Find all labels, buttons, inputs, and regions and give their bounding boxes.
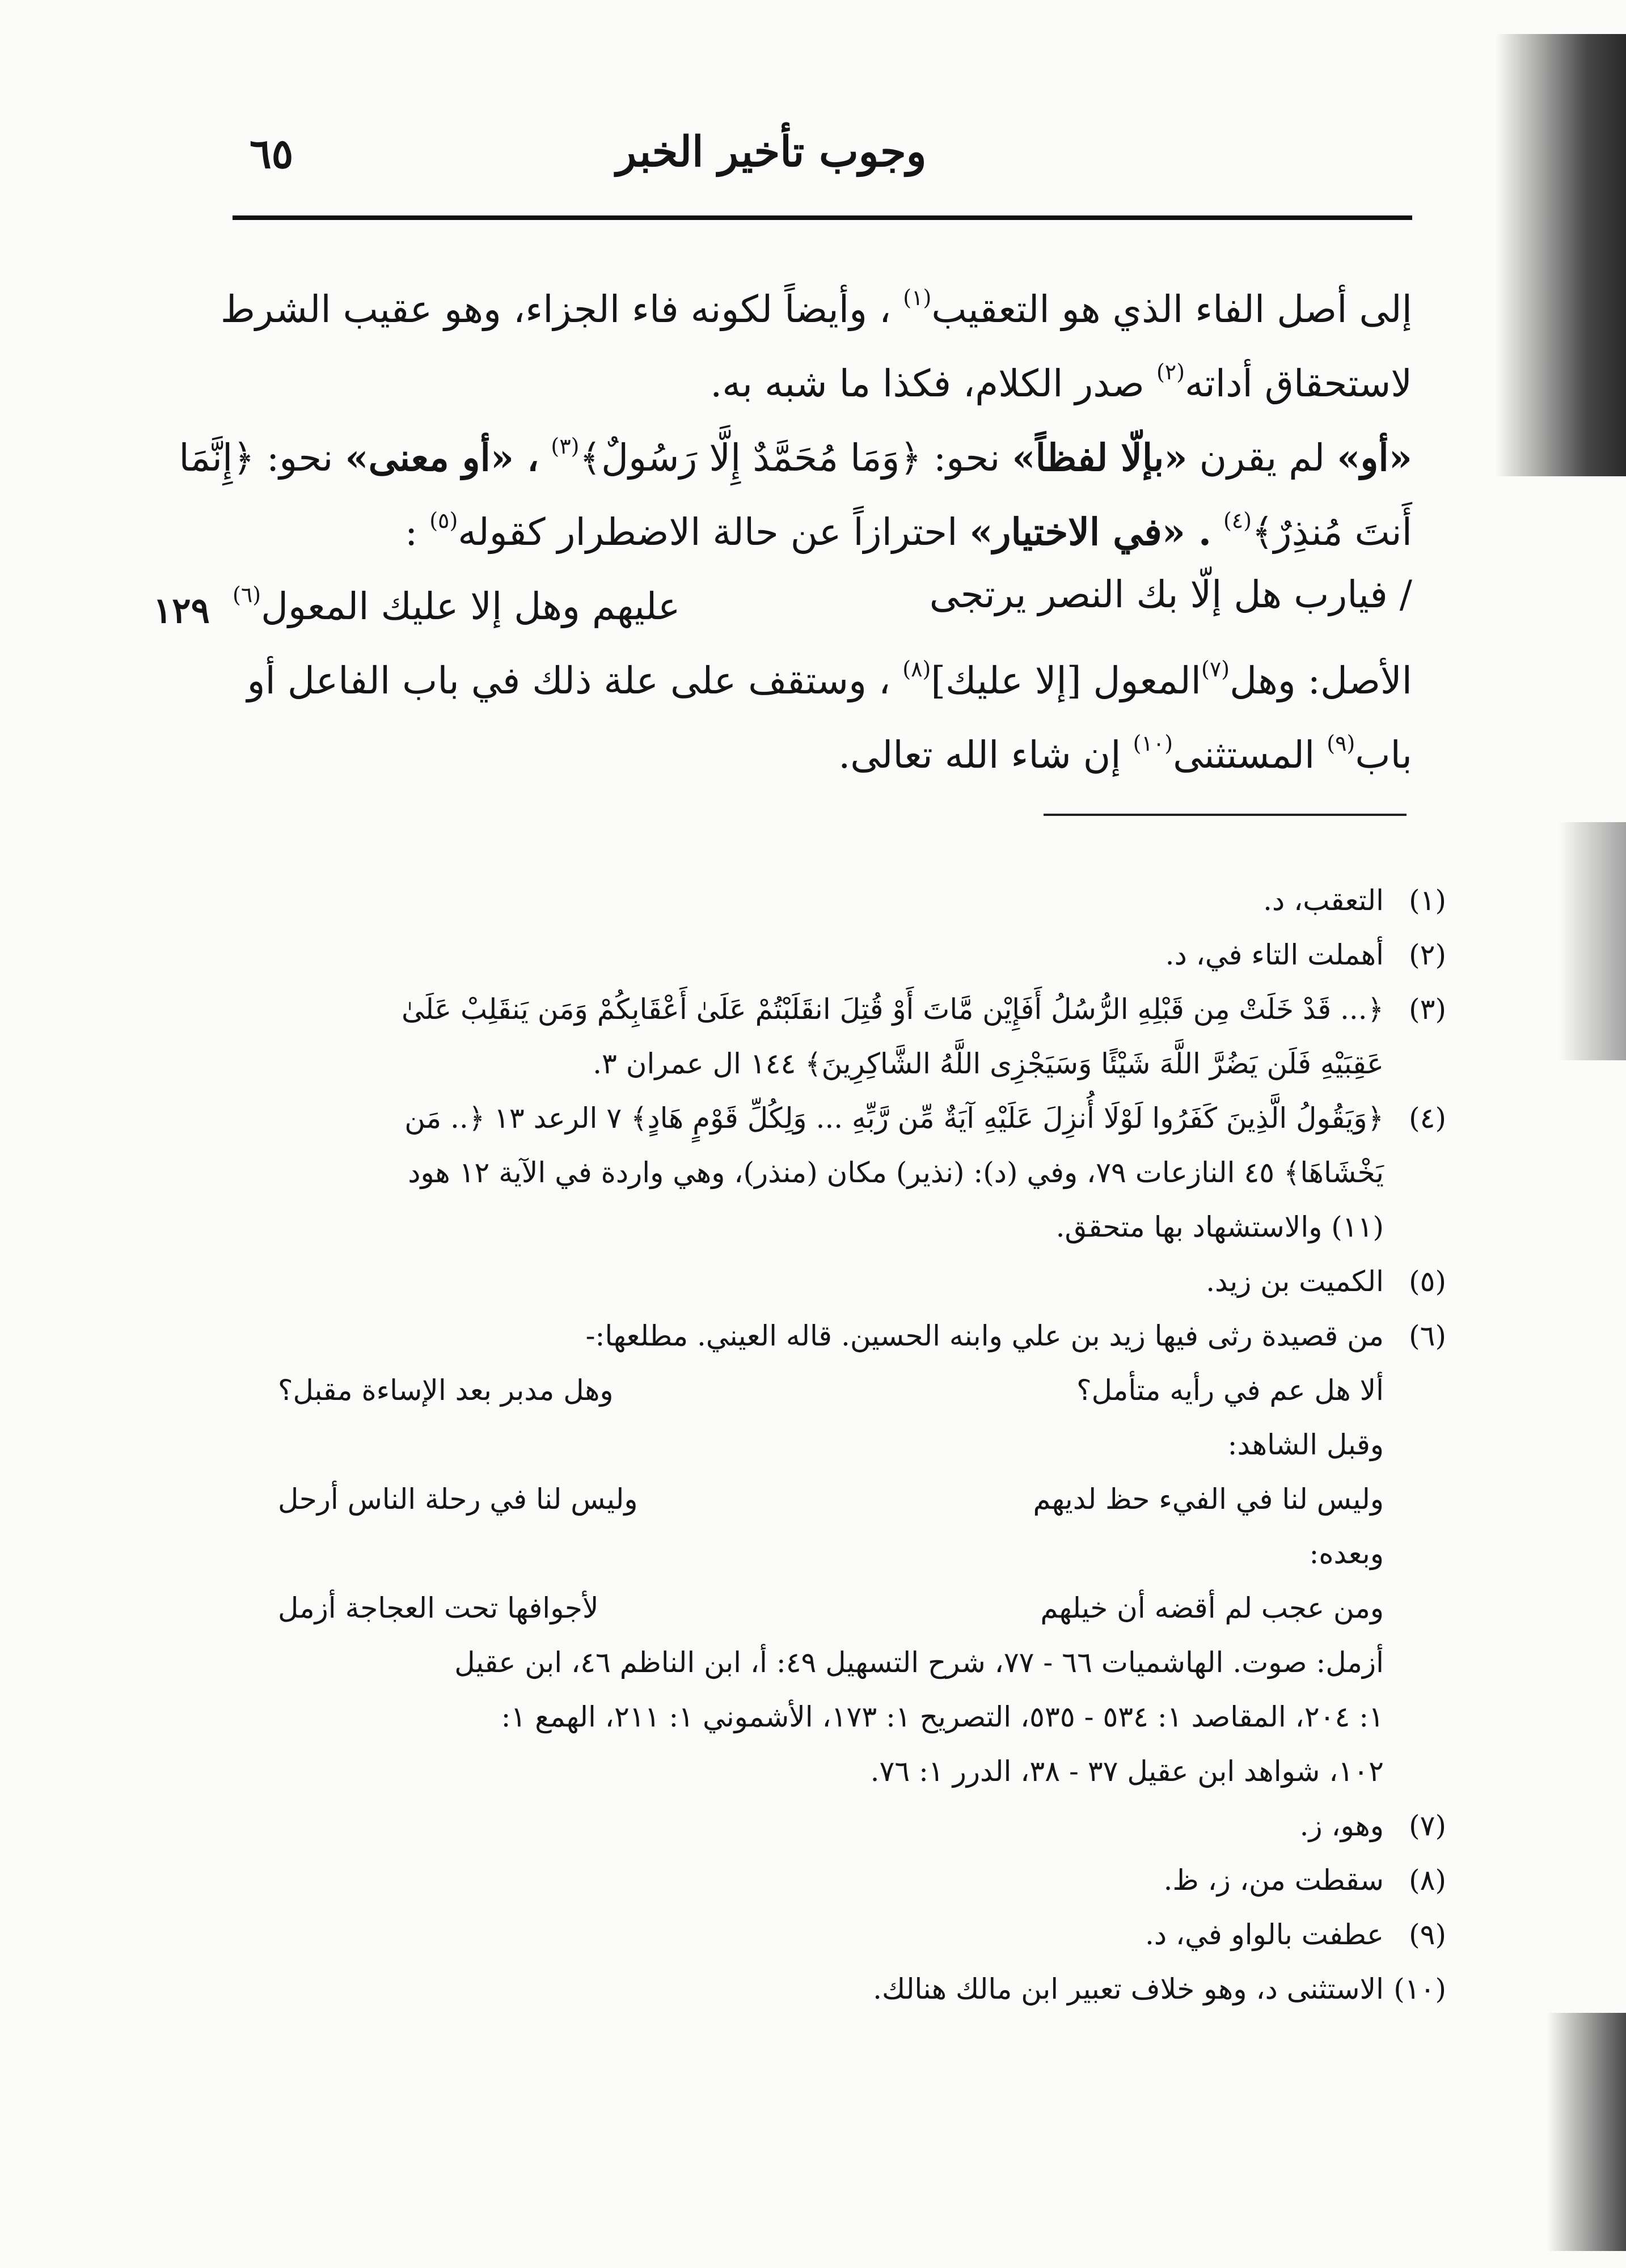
footnote	[267, 1853, 1446, 1907]
footnote-line: ﴿وَيَقُولُ الَّذِينَ كَفَرُوا لَوْلَا أُنزِلَ عَلَيْهِ آيَةٌ مِّن رَّبِّهِ ... وَلِكُلِّ قَوْمٍ هَادٍ﴾ ٧ الرعد ١٣ ﴿.. مَن	[404, 1102, 1384, 1135]
footnote-number: (١)	[1409, 884, 1446, 917]
footnote	[267, 1091, 1446, 1254]
footnote-number: (٩)	[1409, 1918, 1446, 1951]
footnote-text	[267, 1907, 1384, 1962]
footnote-line: وبعده:	[1309, 1537, 1384, 1570]
footnote-ref: (٤)	[1223, 508, 1252, 533]
running-header-title: وجوب تأخير الخبر	[616, 128, 927, 176]
text-line	[233, 712, 1412, 786]
text-segment: ، وستقف على علة ذلك في باب الفاعل أو	[247, 659, 891, 703]
footnote-line: الاستثنى د، وهو خلاف تعبير ابن مالك هنالك.	[873, 1973, 1384, 2005]
text-line	[233, 341, 1412, 415]
bold-term: . «في الاختيار»	[969, 510, 1211, 554]
text-line	[220, 266, 1412, 341]
verse-hemistich: / فيارب هل إلّا بك النصر يرتجى	[929, 573, 1412, 616]
footnote-line: عَقِبَيْهِ فَلَن يَضُرَّ اللَّهَ شَيْئًا وَسَيَجْزِى اللَّهُ الشَّاكِرِينَ﴾ ١٤٤ ال عمران ٣.	[593, 1047, 1384, 1080]
header-rule	[233, 215, 1412, 220]
verse-hemistich: عليهم وهل إلا عليك المعول	[261, 585, 681, 628]
verse-hemistich: وليس لنا في رحلة الناس أرحل	[278, 1483, 638, 1516]
poetry-verse	[233, 564, 1412, 638]
verse-hemistich: ومن عجب لم أقضه أن خيلهم	[1040, 1592, 1384, 1624]
footnote-line: وقبل الشاهد:	[1227, 1428, 1384, 1461]
text-line	[233, 489, 1412, 564]
verse-hemistich-wrap	[233, 564, 680, 638]
text-segment: لم يقرن	[1199, 436, 1325, 480]
poetry-verse	[267, 1363, 1384, 1417]
footnote-ref: (٧)	[1201, 657, 1230, 682]
text-segment: باب	[1355, 733, 1412, 777]
scan-edge-shadow	[1496, 34, 1626, 476]
footnote-line: وهو، ز.	[1299, 1809, 1384, 1842]
footnote-ref: (٢)	[1156, 359, 1185, 384]
footnote-number: (٤)	[1409, 1102, 1446, 1135]
footnote	[267, 873, 1446, 928]
footnote-ref: (٩)	[1327, 731, 1355, 756]
footnote	[267, 1254, 1446, 1309]
bold-term: ، «أو معنى»	[345, 435, 539, 480]
footnote-line: سقطت من، ز، ظ.	[1163, 1864, 1384, 1897]
page-number: ٦٥	[250, 129, 294, 177]
footnote-ref: (٥)	[429, 508, 458, 533]
footnote-text	[267, 1799, 1384, 1853]
text-segment: :	[404, 510, 418, 554]
footnote-line: عطفت بالواو في، د.	[1144, 1918, 1384, 1951]
text-segment: المعول [إلا عليك]	[931, 659, 1202, 703]
footnote-text	[267, 1091, 1384, 1254]
footnote	[267, 1309, 1446, 1799]
text-segment: الأصل: وهل	[1230, 659, 1412, 703]
footnote-number: (١٠)	[1393, 1973, 1446, 2005]
text-segment: إلى أصل الفاء الذي هو التعقيب	[931, 287, 1412, 331]
footnote-text	[267, 873, 1384, 928]
footnote-separator	[1044, 814, 1407, 816]
footnote	[267, 1907, 1446, 1962]
margin-reference-number: ١٢٩	[153, 590, 210, 631]
footnote-number: (٢)	[1409, 938, 1446, 971]
footnote	[267, 1962, 1446, 2016]
footnote-text	[267, 1853, 1384, 1907]
footnote-number: (٨)	[1409, 1864, 1446, 1897]
footnote-ref: (٦)	[233, 582, 261, 607]
footnote-line: الكميت بن زيد.	[1206, 1265, 1384, 1298]
quran-quote: أَنتَ مُنذِرٌ﴾	[1252, 510, 1412, 554]
quran-quote: نحو: ﴿وَمَا مُحَمَّدٌ إِلَّا رَسُولٌ﴾	[579, 436, 1000, 480]
text-segment: لاستحقاق أداته	[1185, 362, 1412, 405]
verse-hemistich: وهل مدبر بعد الإساءة مقبل؟	[278, 1374, 614, 1407]
text-segment: احترازاً عن حالة الاضطرار كقوله	[458, 510, 958, 554]
text-segment: ، وأيضاً لكونه فاء الجزاء، وهو عقيب الشرط	[220, 287, 892, 331]
footnote-ref: (١)	[903, 285, 932, 310]
footnote-number: (٦)	[1409, 1319, 1446, 1352]
footnote-line: ١: ٢٠٤، المقاصد ١: ٥٣٤ - ٥٣٥، التصريح ١: ١٧٣، الأشموني ١: ٢١١، الهمع ١:	[501, 1700, 1384, 1733]
footnote-text	[267, 1962, 1384, 2016]
poetry-verse	[267, 1581, 1384, 1635]
footnote-line: من قصيدة رثى فيها زيد بن علي وابنه الحسين. قاله العيني. مطلعها:-	[585, 1319, 1384, 1352]
footnote-number: (٧)	[1409, 1809, 1446, 1842]
footnote-text	[267, 982, 1384, 1091]
poetry-verse	[267, 1472, 1384, 1526]
bold-term: «أو»	[1337, 435, 1412, 480]
footnote-line: التعقب، د.	[1263, 884, 1384, 917]
footnote-ref: (٨)	[902, 657, 931, 682]
footnote-ref: (٣)	[551, 434, 580, 459]
footnote-text	[267, 1309, 1384, 1799]
verse-hemistich: وليس لنا في الفيء حظ لديهم	[1033, 1483, 1384, 1516]
footnote	[267, 1799, 1446, 1853]
verse-hemistich: ألا هل عم في رأيه متأمل؟	[1076, 1374, 1384, 1407]
scan-edge-speck	[1558, 822, 1626, 1060]
footnote-line: ١٠٢، شواهد ابن عقيل ٣٧ - ٣٨، الدرر ١: ٧٦.	[870, 1755, 1384, 1788]
scan-edge-speck	[1547, 2013, 1626, 2251]
footnote-text	[267, 928, 1384, 982]
footnote-number: (٣)	[1409, 993, 1446, 1026]
footnote	[267, 982, 1446, 1091]
footnote-line: (١١) والاستشهاد بها متحقق.	[1055, 1211, 1384, 1243]
text-segment: صدر الكلام، فكذا ما شبه به.	[710, 362, 1144, 405]
text-segment: المستثنى	[1173, 733, 1315, 777]
text-segment: إن شاء الله تعالى.	[838, 733, 1121, 777]
verse-hemistich: لأجوافها تحت العجاجة أزمل	[278, 1592, 599, 1624]
footnote-line: أهملت التاء في، د.	[1165, 938, 1384, 971]
quran-quote: نحو: ﴿إِنَّمَا	[179, 436, 333, 480]
footnote	[267, 928, 1446, 982]
footnote-line: أزمل: صوت. الهاشميات ٦٦ - ٧٧، شرح التسهيل ٤٩: أ، ابن الناظم ٤٦، ابن عقيل	[454, 1646, 1384, 1679]
footnote-line: ﴿... قَدْ خَلَتْ مِن قَبْلِهِ الرُّسُلُ أَفَإِيْن مَّاتَ أَوْ قُتِلَ انقَلَبْتُمْ عَلَىٰ أَعْقَابِكُمْ وَمَن يَنقَلِبْ عَلَىٰ	[402, 993, 1384, 1026]
footnote-ref: (١٠)	[1133, 731, 1173, 756]
footnote-line: يَخْشَاهَا﴾ ٤٥ النازعات ٧٩، وفي (د): (نذير) مكان (منذر)، وهي واردة في الآية ١٢ هود	[408, 1156, 1384, 1189]
footnotes	[267, 873, 1446, 2016]
bold-term: «بإلّا لفظاً»	[1012, 435, 1188, 480]
footnote-number: (٥)	[1409, 1265, 1446, 1298]
text-line	[179, 415, 1412, 489]
footnote-text	[267, 1254, 1384, 1309]
text-line	[233, 638, 1412, 712]
